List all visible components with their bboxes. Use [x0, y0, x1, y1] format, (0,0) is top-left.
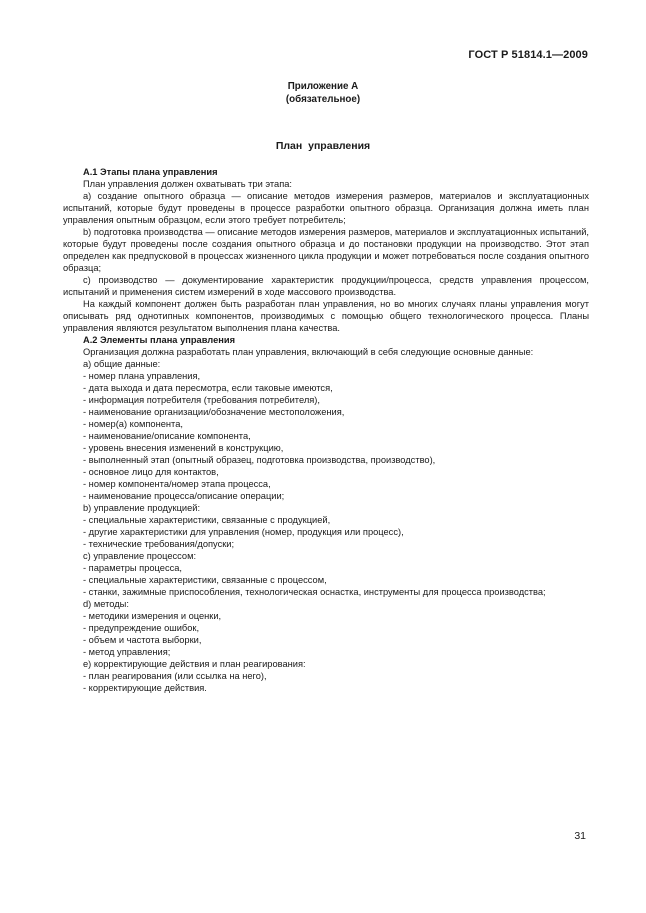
page-number: 31 [574, 830, 586, 842]
list-item: - наименование процесса/описание операции; [83, 491, 285, 501]
section-a1-note: На каждый компонент должен быть разработан план управления, но во многих случаях планы управления могут описывать ряд однотипных компонентов, производимых с помощью общего технологического процесса. Планы управления являются результатом выполнения плана качества. [63, 299, 589, 333]
list-item: - объем и частота выборки, [83, 635, 202, 645]
main-title: План управления [275, 140, 371, 152]
section-a1-item-b: b) подготовка производства — описание методов измерения размеров, материалов и эксплуатационных испытаний, которые будут проведены после создания опытного образца и до постановки продукции на производство. Этот этап определен как предпусковой в процессах жизненного цикла продукции и может потребоваться после создания опытного образца; [63, 227, 589, 273]
list-item: - номер компонента/номер этапа процесса, [83, 479, 271, 489]
list-item: е) корректирующие действия и план реагирования: [83, 659, 306, 669]
list-item: - технические требования/допуски; [83, 539, 235, 549]
list-item: - специальные характеристики, связанные с процессом, [83, 575, 327, 585]
list-item: - методики измерения и оценки, [83, 611, 222, 621]
list-item: - наименование/описание компонента, [83, 431, 251, 441]
list-item: - выполненный этап (опытный образец, подготовка производства, производство), [83, 455, 436, 465]
section-a1-heading: А.1 Этапы плана управления [83, 167, 218, 177]
section-a2-heading: А.2 Элементы плана управления [83, 335, 236, 345]
list-item: - номер плана управления, [83, 371, 201, 381]
section-a2-list [63, 358, 589, 694]
list-item: - другие характеристики для управления (номер, продукция или процесс), [83, 527, 404, 537]
list-item: - наименование организации/обозначение местоположения, [83, 407, 345, 417]
document-body [63, 166, 589, 694]
list-item: - план реагирования (или ссылка на него), [83, 671, 267, 681]
list-item: - номер(а) компонента, [83, 419, 183, 429]
list-item: - метод управления; [83, 647, 171, 657]
section-a2-intro: Организация должна разработать план управления, включающий в себя следующие основные данные: [83, 347, 534, 357]
section-a1-intro: План управления должен охватывать три этапа: [83, 179, 293, 189]
standard-header: ГОСТ Р 51814.1—2009 [468, 49, 588, 61]
list-item: - параметры процесса, [83, 563, 182, 573]
appendix-subtitle: (обязательное) [285, 94, 361, 105]
section-a1-item-c: с) производство — документирование характеристик продукции/процесса, средств управления процессом, испытаний и применения систем измерений в ходе массового производства. [63, 275, 589, 297]
list-item: - станки, зажимные приспособления, технологическая оснастка, инструменты для процесса производства; [83, 587, 546, 597]
list-item: а) общие данные: [83, 359, 161, 369]
list-item: с) управление процессом: [83, 551, 197, 561]
section-a1-item-a: а) создание опытного образца — описание методов измерения размеров, материалов и эксплуатационных испытаний, которые будут проведены в процессе разработки опытного образца. Организация должна иметь план управления опытным образцом, если этого требует потребитель; [63, 191, 589, 225]
appendix-title: Приложение А [287, 81, 359, 92]
list-item: - уровень внесения изменений в конструкцию, [83, 443, 284, 453]
list-item: - основное лицо для контактов, [83, 467, 219, 477]
list-item: - предупреждение ошибок, [83, 623, 200, 633]
list-item: d) методы: [83, 599, 129, 609]
list-item: - дата выхода и дата пересмотра, если таковые имеются, [83, 383, 333, 393]
list-item: - информация потребителя (требования потребителя), [83, 395, 320, 405]
appendix-heading [0, 80, 646, 106]
list-item: - специальные характеристики, связанные с продукцией, [83, 515, 331, 525]
list-item: - корректирующие действия. [83, 683, 207, 693]
list-item: b) управление продукцией: [83, 503, 201, 513]
